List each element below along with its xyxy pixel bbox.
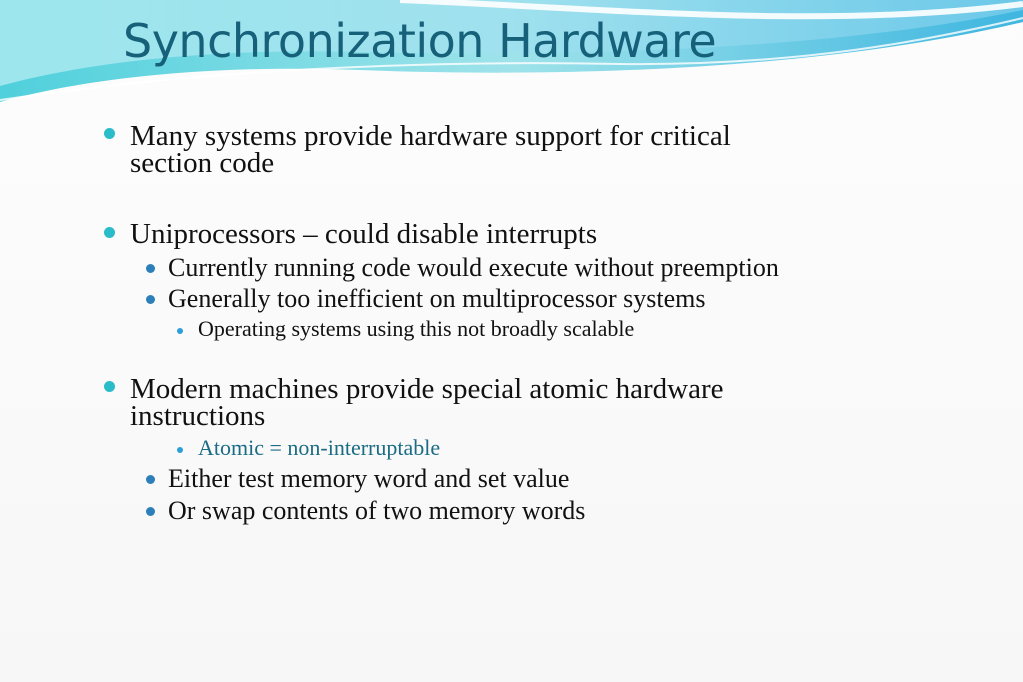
bullet-dot [146, 475, 155, 484]
bullet-text-line: Many systems provide hardware support for critical [130, 120, 731, 152]
bullet-dot [146, 295, 155, 304]
slide-title: Synchronization Hardware [123, 14, 717, 68]
bullet-dot [104, 128, 115, 139]
bullet-item-level2: Currently running code would execute without preemption [168, 253, 779, 282]
bullet-text-line: section code [130, 147, 275, 179]
bullet-item-level1: Uniprocessors – could disable interrupts [130, 218, 598, 250]
bullet-item-level2: Either test memory word and set value [168, 464, 570, 493]
bullet-item-level1 [130, 373, 724, 432]
bullet-item-level3: Operating systems using this not broadly scalable [198, 316, 635, 341]
bullet-text-line: Modern machines provide special atomic hardware [130, 373, 724, 405]
bullet-dot [146, 264, 155, 273]
bullet-dot [146, 507, 155, 516]
bullet-item-level1 [130, 120, 731, 179]
bullet-text-line: instructions [130, 400, 266, 432]
bullet-item-level2: Generally too inefficient on multiprocessor systems [168, 284, 706, 313]
bullet-dot [104, 381, 115, 392]
bullet-item-level2: Or swap contents of two memory words [168, 496, 586, 525]
bullet-dot [177, 447, 183, 453]
bullet-dot [177, 328, 183, 334]
bullet-dot [104, 227, 115, 238]
bullet-item-level3-accent: Atomic = non-interruptable [198, 435, 441, 460]
